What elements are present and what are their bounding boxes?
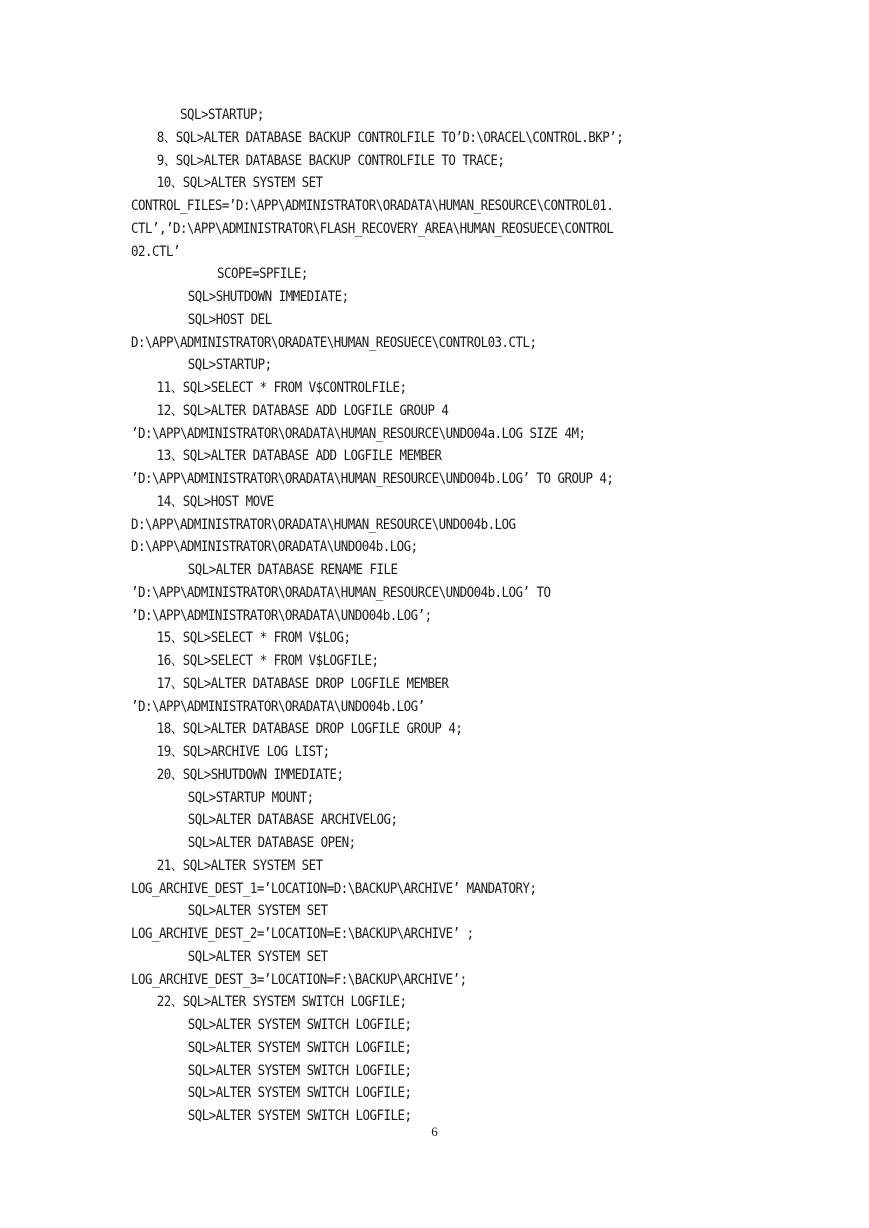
text-line: 12、SQL>ALTER DATABASE ADD LOGFILE GROUP 4 xyxy=(156,402,449,419)
text-line: 17、SQL>ALTER DATABASE DROP LOGFILE MEMBER xyxy=(156,675,449,692)
text-line: SQL>ALTER DATABASE OPEN; xyxy=(187,835,356,851)
text-line: D:\APP\ADMINISTRATOR\ORADATA\HUMAN_RESOURCE\UNDO04b.LOG xyxy=(131,516,516,533)
page-number: 6 xyxy=(431,1124,438,1139)
text-line: SQL>STARTUP; xyxy=(187,357,272,374)
text-line: ’D:\APP\ADMINISTRATOR\ORADATA\UNDO04b.LOG’; xyxy=(131,607,432,624)
text-line: CTL’,’D:\APP\ADMINISTRATOR\FLASH_RECOVERY_AREA\HUMAN_REOSUECE\CONTROL xyxy=(131,220,614,237)
text-line: SQL>ALTER SYSTEM SWITCH LOGFILE; xyxy=(187,1039,412,1056)
text-line: 22、SQL>ALTER SYSTEM SWITCH LOGFILE; xyxy=(156,994,407,1011)
text-line: 21、SQL>ALTER SYSTEM SET xyxy=(156,857,323,874)
text-line: ’D:\APP\ADMINISTRATOR\ORADATA\HUMAN_RESOURCE\UNDO04b.LOG’ TO xyxy=(131,584,551,601)
text-line: 16、SQL>SELECT * FROM V$LOGFILE; xyxy=(156,653,379,669)
text-line: 9、SQL>ALTER DATABASE BACKUP CONTROLFILE TO TRACE; xyxy=(156,152,505,169)
text-line: SQL>ALTER SYSTEM SWITCH LOGFILE; xyxy=(187,1062,412,1079)
text-line: SQL>ALTER SYSTEM SWITCH LOGFILE; xyxy=(187,1085,412,1102)
text-line: LOG_ARCHIVE_DEST_1=’LOCATION=D:\BACKUP\ARCHIVE’ MANDATORY; xyxy=(131,880,537,897)
text-line: D:\APP\ADMINISTRATOR\ORADATA\UNDO04b.LOG; xyxy=(131,539,418,556)
text-line: 13、SQL>ALTER DATABASE ADD LOGFILE MEMBER xyxy=(156,448,442,465)
text-line: SQL>ALTER SYSTEM SWITCH LOGFILE; xyxy=(187,1017,412,1033)
document-body xyxy=(131,104,741,1128)
text-line: 19、SQL>ARCHIVE LOG LIST; xyxy=(156,744,330,760)
text-line: ’D:\APP\ADMINISTRATOR\ORADATA\HUMAN_RESOURCE\UNDO04a.LOG SIZE 4M; xyxy=(131,425,586,442)
text-line: 20、SQL>SHUTDOWN IMMEDIATE; xyxy=(156,766,344,783)
text-line: SQL>ALTER SYSTEM SET xyxy=(187,903,328,920)
text-line: 11、SQL>SELECT * FROM V$CONTROLFILE; xyxy=(156,380,407,396)
text-line: 10、SQL>ALTER SYSTEM SET xyxy=(156,175,323,192)
text-line: SQL>HOST DEL xyxy=(187,311,272,328)
text-line: ’D:\APP\ADMINISTRATOR\ORADATA\UNDO04b.LOG’ xyxy=(131,698,425,715)
text-line: SQL>STARTUP MOUNT; xyxy=(187,789,314,806)
text-line: CONTROL_FILES=’D:\APP\ADMINISTRATOR\ORADATA\HUMAN_RESOURCE\CONTROL01. xyxy=(131,198,614,214)
text-line: 14、SQL>HOST MOVE xyxy=(156,493,274,510)
text-line: LOG_ARCHIVE_DEST_3=’LOCATION=F:\BACKUP\ARCHIVE’; xyxy=(131,971,467,988)
text-line: 18、SQL>ALTER DATABASE DROP LOGFILE GROUP 4; xyxy=(156,721,463,738)
text-line: 8、SQL>ALTER DATABASE BACKUP CONTROLFILE TO’D:\ORACEL\CONTROL.BKP’; xyxy=(156,129,624,146)
text-line: SQL>ALTER SYSTEM SET xyxy=(187,948,328,965)
text-line: SQL>ALTER DATABASE ARCHIVELOG; xyxy=(187,812,398,829)
text-line: SQL>ALTER SYSTEM SWITCH LOGFILE; xyxy=(187,1108,412,1124)
text-line: SQL>STARTUP; xyxy=(180,107,264,123)
text-line: 02.CTL’ xyxy=(131,243,180,260)
text-line: 15、SQL>SELECT * FROM V$LOG; xyxy=(156,630,351,647)
text-line: LOG_ARCHIVE_DEST_2=’LOCATION=E:\BACKUP\ARCHIVE’ ; xyxy=(131,926,474,942)
text-line: SQL>ALTER DATABASE RENAME FILE xyxy=(187,562,398,578)
text-line: SCOPE=SPFILE; xyxy=(217,266,308,283)
text-line: SQL>SHUTDOWN IMMEDIATE; xyxy=(187,289,349,305)
text-line: D:\APP\ADMINISTRATOR\ORADATE\HUMAN_REOSUECE\CONTROL03.CTL; xyxy=(131,334,537,351)
text-line: ’D:\APP\ADMINISTRATOR\ORADATA\HUMAN_RESOURCE\UNDO04b.LOG’ TO GROUP 4; xyxy=(131,471,614,487)
